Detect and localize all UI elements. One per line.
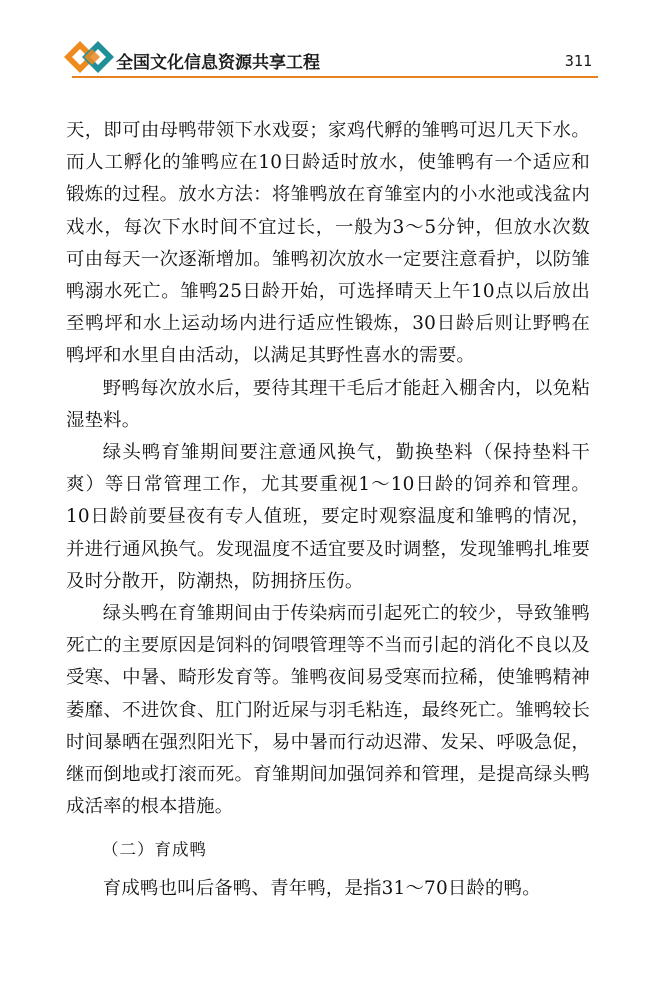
header-title: 全国文化信息资源共享工程 [116,53,320,73]
page-number: 311 [564,52,592,70]
page-header [0,0,646,80]
paragraph-4: 绿头鸭在育雏期间由于传染病而引起死亡的较少，导致雏鸭死亡的主要原因是饲料的饲喂管理等不当而引起的消化不良以及受寒、中暑、畸形发育等。雏鸭夜间易受寒而拉稀，使雏鸭精神萎靡、不进饮食、肛门附近屎与羽毛粘连，最终死亡。雏鸭较长时间暴晒在强烈阳光下，易中暑而行动迟滞、发呆、呼吸急促，继而倒地或打滚而死。育雏期间加强饲养和管理，是提高绿头鸭成活率的根本措施。 [66,603,590,818]
header-divider [72,76,598,78]
page-body [66,115,590,906]
paragraph-2: 野鸭每次放水后，要待其理干毛后才能赶入棚舍内，以免粘湿垫料。 [66,377,590,431]
section-heading: （二）育成鸭 [102,840,207,860]
paragraph-5: 育成鸭也叫后备鸭、青年鸭，是指31～70日龄的鸭。 [102,878,541,900]
paragraph-3: 绿头鸭育雏期间要注意通风换气，勤换垫料（保持垫料干爽）等日常管理工作，尤其要重视1～10日龄的饲养和管理。10日龄前要昼夜有专人值班，要定时观察温度和雏鸭的情况，并进行通风换气。发现温度不适宜要及时调整，发现雏鸭扎堆要及时分散开，防潮热，防拥挤压伤。 [66,442,590,592]
diamond-logo-icon [62,39,116,75]
paragraph-1: 天，即可由母鸭带领下水戏耍；家鸡代孵的雏鸭可迟几天下水。而人工孵化的雏鸭应在10日龄适时放水，使雏鸭有一个适应和锻炼的过程。放水方法：将雏鸭放在育雏室内的小水池或浅盆内戏水，每次下水时间不宜过长，一般为3～5分钟，但放水次数可由每天一次逐渐增加。雏鸭初次放水一定要注意看护，以防雏鸭溺水死亡。雏鸭25日龄开始，可选择晴天上午10点以后放出至鸭坪和水上运动场内进行适应性锻炼，30日龄后则让野鸭在鸭坪和水里自由活动，以满足其野性喜水的需要。 [66,120,590,367]
